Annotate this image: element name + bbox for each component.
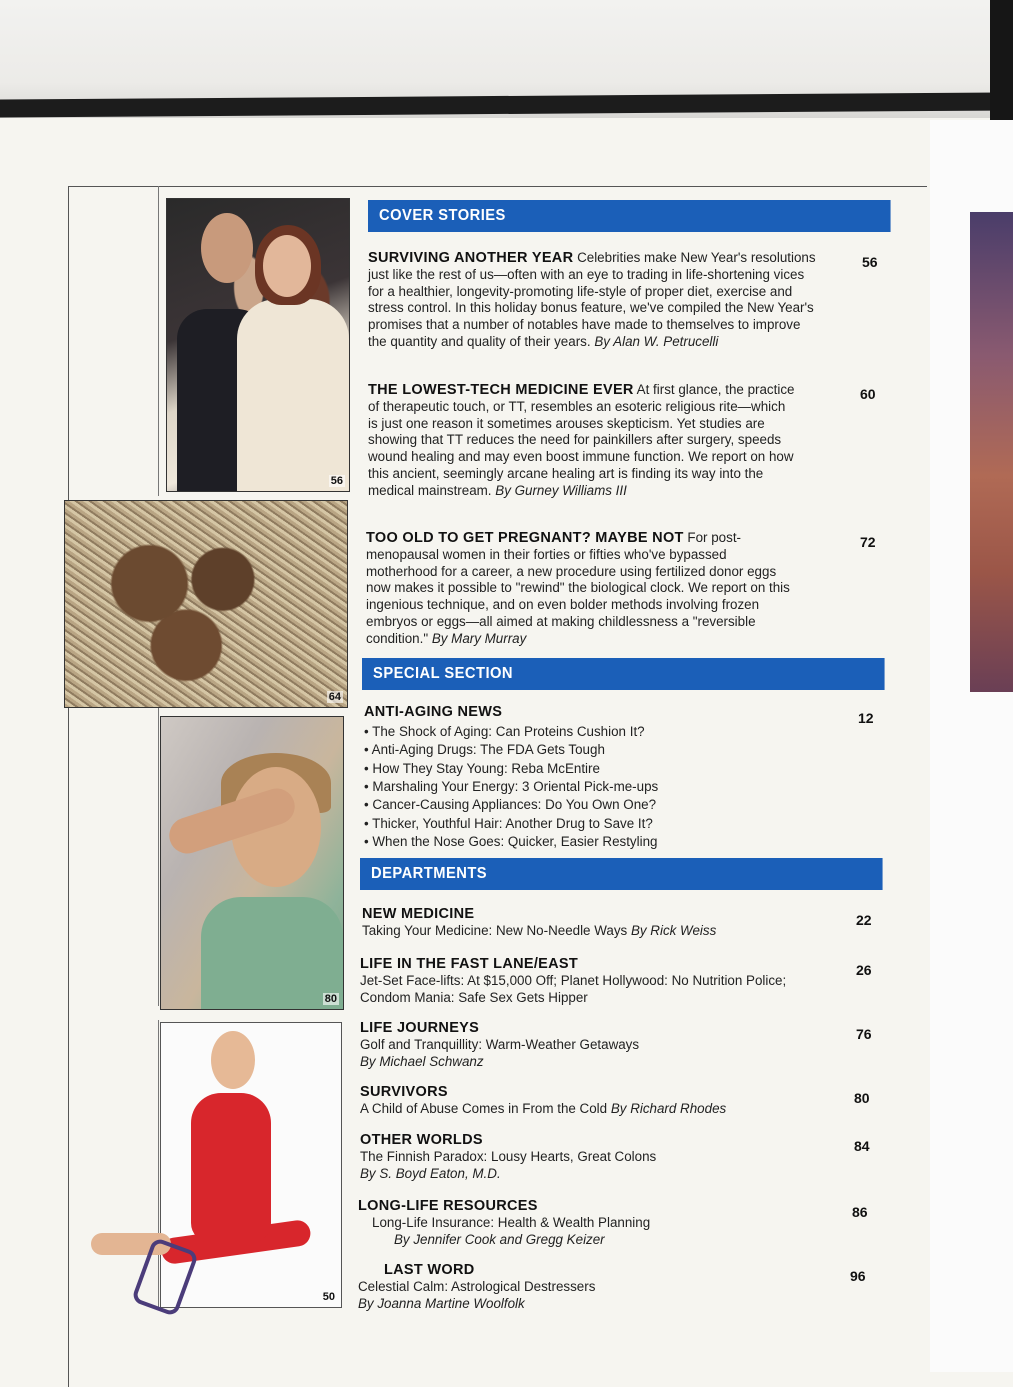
story-lowest-tech-medicine — [368, 382, 796, 500]
dept-long-life-resources — [358, 1198, 798, 1248]
bullet-item: • Anti-Aging Drugs: The FDA Gets Tough — [364, 741, 794, 759]
photo-woman-stretching — [160, 1022, 342, 1308]
page-number: 86 — [852, 1204, 868, 1220]
page-number: 80 — [854, 1090, 870, 1106]
photo-child-behind-glass — [160, 716, 344, 1010]
dept-survivors — [360, 1084, 810, 1118]
page-number: 26 — [856, 962, 872, 978]
dept-title: LIFE IN THE FAST LANE/EAST — [360, 956, 579, 972]
special-anti-aging-news — [364, 704, 794, 852]
dept-byline: By Richard Rhodes — [610, 1100, 727, 1116]
page-number: 76 — [856, 1026, 872, 1042]
page-number: 22 — [856, 912, 872, 928]
dept-title: SURVIVORS — [360, 1084, 448, 1100]
page-number: 84 — [854, 1138, 870, 1154]
dept-title: LONG-LIFE RESOURCES — [358, 1198, 538, 1214]
dept-byline: By Rick Weiss — [630, 922, 717, 938]
dept-new-medicine — [362, 906, 802, 940]
bullet-item: • Thicker, Youthful Hair: Another Drug to Save It? — [364, 815, 794, 833]
dept-life-in-fast-lane — [360, 956, 790, 1006]
dept-byline: By S. Boyd Eaton, M.D. — [360, 1165, 501, 1181]
photo-page-number: 56 — [330, 475, 343, 487]
photo-page-number: 80 — [324, 993, 337, 1005]
bullet-item: • How They Stay Young: Reba McEntire — [364, 760, 794, 778]
story-text: At first glance, the practice of therapeutic touch, or TT, resembles an esoteric religious rite—which is just one reason it sometimes arouses skepticism. Yet studies are showing that TT reduces the need for painkillers after surgery, speeds wound healing and may even boost immune function. We report on how this ancient, seemingly arcane healing art is finding its way into the medical mainstream. — [368, 382, 795, 498]
story-byline: By Alan W. Petrucelli — [594, 333, 719, 349]
dept-life-journeys — [360, 1020, 800, 1070]
dept-text: Jet-Set Face-lifts: At $15,000 Off; Planet Hollywood: No Nutrition Police; Condom Mania: Safe Sex Gets Hipper — [360, 972, 787, 1005]
photo-muffins-grains — [64, 500, 348, 708]
dept-other-worlds — [360, 1132, 800, 1182]
story-title: SURVIVING ANOTHER YEAR — [368, 250, 574, 266]
dept-text: Golf and Tranquillity: Warm-Weather Getaways — [360, 1036, 640, 1052]
page-number: 60 — [860, 386, 876, 402]
section-header-cover-stories: COVER STORIES — [368, 200, 891, 232]
bullet-item: • The Shock of Aging: Can Proteins Cushion It? — [364, 723, 794, 741]
page-number: 72 — [860, 534, 876, 550]
column-rule — [158, 706, 159, 1006]
dept-title: LIFE JOURNEYS — [360, 1020, 480, 1036]
photo-celebrity-couple — [166, 198, 350, 492]
dept-title: NEW MEDICINE — [362, 906, 475, 922]
section-header-special-section: SPECIAL SECTION — [362, 658, 885, 690]
dept-byline: By Joanna Martine Woolfolk — [358, 1295, 525, 1311]
dept-last-word — [358, 1262, 798, 1312]
story-byline: By Gurney Williams III — [495, 482, 627, 498]
page-number: 12 — [858, 710, 874, 726]
column-rule — [158, 186, 159, 496]
story-title: TOO OLD TO GET PREGNANT? MAYBE NOT — [366, 530, 684, 546]
story-title: THE LOWEST-TECH MEDICINE EVER — [368, 382, 634, 398]
photo-page-number: 50 — [322, 1291, 335, 1303]
bullet-item: • When the Nose Goes: Quicker, Easier Restyling — [364, 833, 794, 851]
dept-byline: By Jennifer Cook and Gregg Keizer — [394, 1231, 605, 1247]
story-text: Celebrities make New Year's resolutions just like the rest of us—often with an eye to trading in life-shortening vices for a healthier, longevity-promoting life-style of proper diet, exercise and stress control. In this holiday bonus feature, we've compiled the New Year's promises that a number of notables have made to themselves to improve the quantity and quality of their years. — [368, 250, 816, 349]
dept-text: Celestial Calm: Astrological Destressers — [358, 1278, 596, 1294]
section-header-departments: DEPARTMENTS — [360, 858, 883, 890]
special-title: ANTI-AGING NEWS — [364, 704, 503, 720]
bullet-item: • Marshaling Your Energy: 3 Oriental Pick-me-ups — [364, 778, 794, 796]
dept-title: LAST WORD — [384, 1262, 475, 1278]
dept-text: Taking Your Medicine: New No-Needle Ways — [362, 922, 628, 938]
story-surviving-another-year — [368, 250, 818, 351]
facing-page-photo — [970, 212, 1013, 692]
dept-text: Long-Life Insurance: Health & Wealth Planning — [372, 1214, 651, 1230]
story-byline: By Mary Murray — [431, 630, 527, 646]
page-number: 56 — [862, 254, 878, 270]
dept-text: A Child of Abuse Comes in From the Cold — [360, 1100, 608, 1116]
story-text: For post-menopausal women in their forties or fifties who've bypassed motherhood for a career, a new procedure using fertilized donor eggs now makes it possible to "rewind" the biological clock. We report on this ingenious technique, and on even bolder methods involving frozen embryos or eggs—all aimed at making childlessness a "reversible condition." — [366, 530, 790, 646]
story-too-old-pregnant — [366, 530, 794, 648]
dept-byline: By Michael Schwanz — [360, 1053, 484, 1069]
photo-page-number: 64 — [328, 691, 341, 703]
anti-aging-bullet-list — [364, 723, 794, 852]
page-number: 96 — [850, 1268, 866, 1284]
bullet-item: • Cancer-Causing Appliances: Do You Own One? — [364, 796, 794, 814]
dept-title: OTHER WORLDS — [360, 1132, 483, 1148]
dept-text: The Finnish Paradox: Lousy Hearts, Great Colons — [360, 1148, 657, 1164]
top-right-shadow — [990, 0, 1013, 120]
